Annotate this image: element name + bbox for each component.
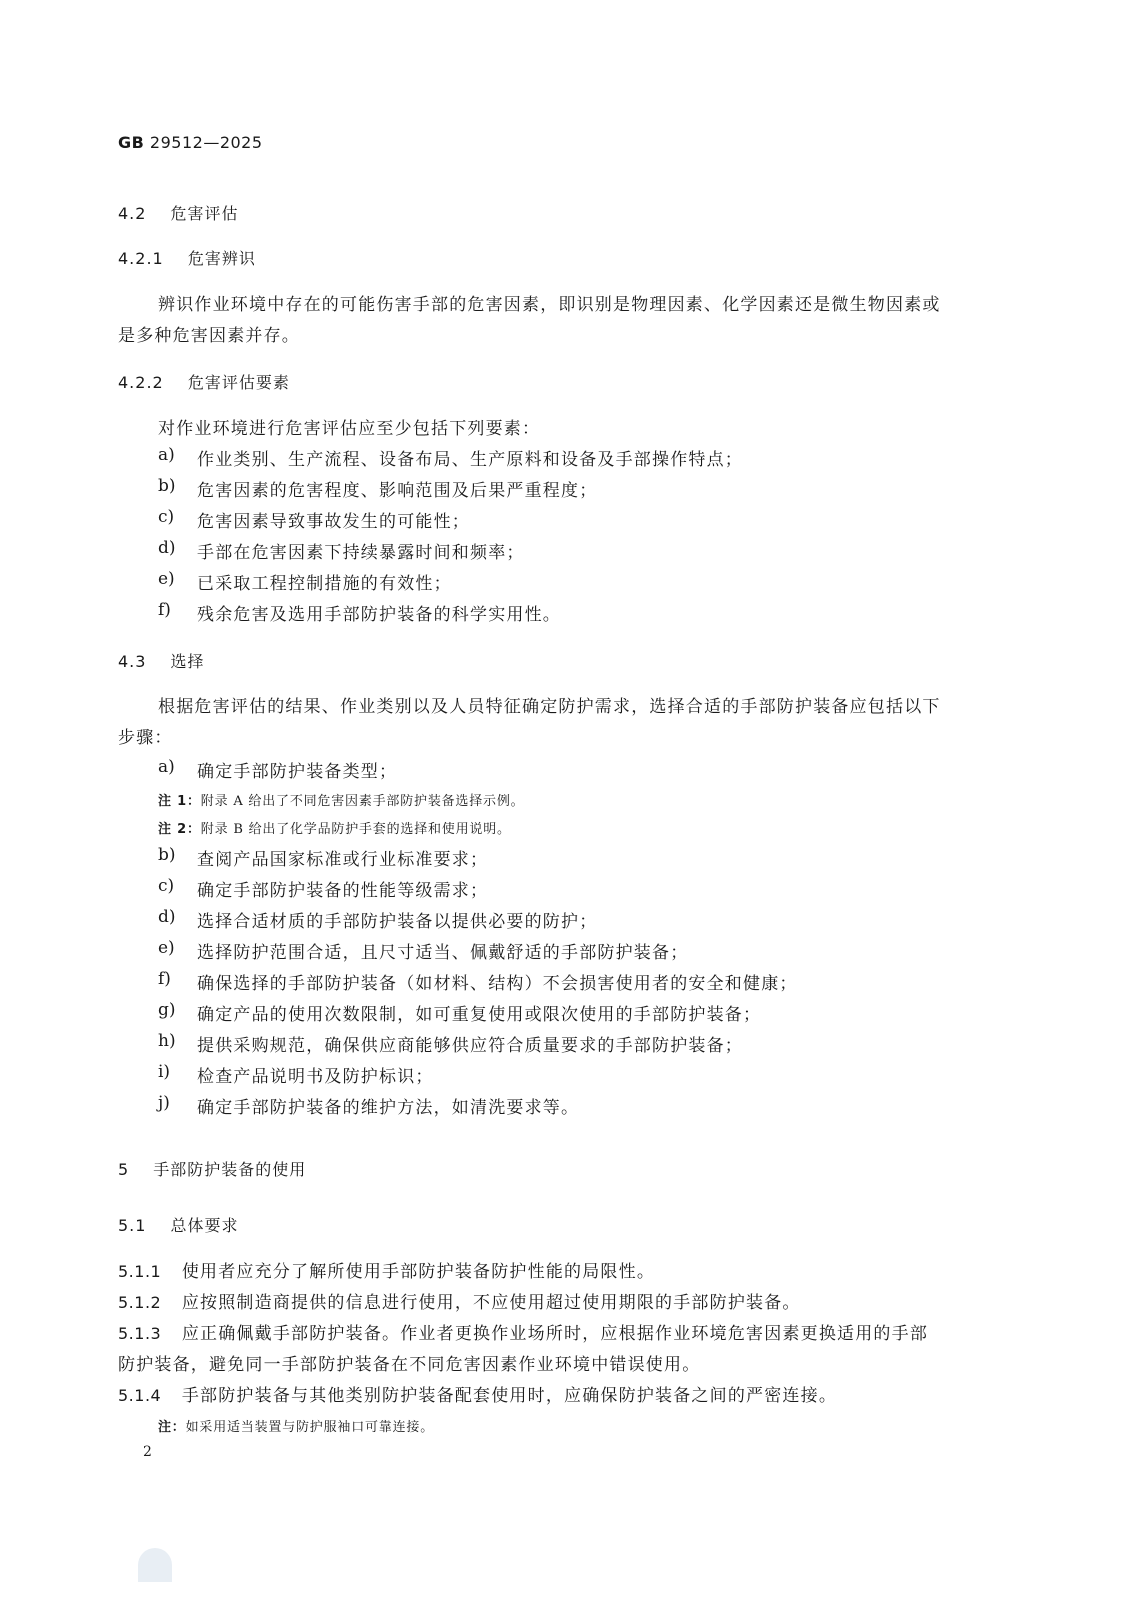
clause-number: 5.1.2 <box>118 1293 162 1312</box>
list-text: 检查产品说明书及防护标识； <box>197 1067 434 1087</box>
list-label: c) <box>158 507 175 527</box>
list-label: a) <box>158 757 175 777</box>
clause-text: 应正确佩戴手部防护装备。作业者更换作业场所时，应根据作业环境危害因素更换适用的手部 <box>181 1324 929 1344</box>
clause-number: 5.1.3 <box>118 1324 162 1343</box>
clause-5-1-3-line2: 防护装备，避免同一手部防护装备在不同危害因素作业环境中错误使用。 <box>118 1355 701 1375</box>
list-text: 危害因素导致事故发生的可能性； <box>197 512 470 532</box>
note-5-1-4 <box>158 1416 434 1435</box>
heading-number: 4.2.2 <box>118 373 164 392</box>
clause-5-1-3 <box>118 1319 928 1344</box>
clause-5-1-4 <box>118 1381 837 1406</box>
list-label: d) <box>158 907 176 927</box>
heading-4-3 <box>118 649 205 672</box>
list-label: f) <box>158 600 171 620</box>
list-label: b) <box>158 845 176 865</box>
list-label: h) <box>158 1031 176 1051</box>
list-label: f) <box>158 969 171 989</box>
heading-title: 危害辨识 <box>187 249 256 268</box>
standard-number <box>118 133 263 152</box>
clause-text: 手部防护装备与其他类别防护装备配套使用时，应确保防护装备之间的严密连接。 <box>181 1386 838 1406</box>
list-label: c) <box>158 876 175 896</box>
list-label: i) <box>158 1062 171 1082</box>
list-text: 作业类别、生产流程、设备布局、生产原料和设备及手部操作特点； <box>197 450 743 470</box>
list-text: 确定产品的使用次数限制，如可重复使用或限次使用的手部防护装备； <box>197 1005 762 1025</box>
heading-4-2-1 <box>118 246 256 269</box>
list-label: a) <box>158 445 175 465</box>
heading-number: 4.2 <box>118 204 147 223</box>
logo-watermark <box>138 1548 172 1582</box>
note-2 <box>158 818 511 837</box>
list-text: 危害因素的危害程度、影响范围及后果严重程度； <box>197 481 598 501</box>
heading-5 <box>118 1157 306 1180</box>
clause-5-1-2 <box>118 1288 801 1313</box>
heading-title: 危害评估要素 <box>187 373 290 392</box>
list-label: g) <box>158 1000 176 1020</box>
note-text: 附录 B 给出了化学品防护手套的选择和使用说明。 <box>200 822 511 837</box>
list-text: 查阅产品国家标准或行业标准要求； <box>197 850 489 870</box>
note-label: 注 1： <box>158 794 201 809</box>
heading-title: 总体要求 <box>170 1216 239 1235</box>
list-text: 手部在危害因素下持续暴露时间和频率； <box>197 543 525 563</box>
list-text: 确定手部防护装备的维护方法，如清洗要求等。 <box>197 1098 580 1118</box>
note-text: 附录 A 给出了不同危害因素手部防护装备选择示例。 <box>200 794 525 809</box>
heading-title: 危害评估 <box>170 204 239 223</box>
list-label: e) <box>158 938 175 958</box>
heading-number: 5.1 <box>118 1216 147 1235</box>
list-text: 提供采购规范，确保供应商能够供应符合质量要求的手部防护装备； <box>197 1036 743 1056</box>
heading-title: 手部防护装备的使用 <box>153 1160 307 1179</box>
note-label: 注 2： <box>158 822 201 837</box>
clause-5-1-1 <box>118 1257 655 1282</box>
list-text: 确定手部防护装备的性能等级需求； <box>197 881 489 901</box>
paragraph-4-2-1-line2: 是多种危害因素并存。 <box>118 326 300 346</box>
page-number: 2 <box>143 1444 152 1460</box>
note-1 <box>158 790 524 809</box>
heading-number: 4.2.1 <box>118 249 164 268</box>
list-text: 残余危害及选用手部防护装备的科学实用性。 <box>197 605 561 625</box>
clause-number: 5.1.1 <box>118 1262 162 1281</box>
list-label: d) <box>158 538 176 558</box>
heading-5-1 <box>118 1213 239 1236</box>
list-text: 确定手部防护装备类型； <box>197 762 398 782</box>
note-text: 如采用适当装置与防护服袖口可靠连接。 <box>185 1420 435 1435</box>
list-text: 选择防护范围合适，且尺寸适当、佩戴舒适的手部防护装备； <box>197 943 689 963</box>
note-label: 注： <box>158 1420 186 1435</box>
list-label: e) <box>158 569 175 589</box>
clause-text: 应按照制造商提供的信息进行使用，不应使用超过使用期限的手部防护装备。 <box>181 1293 801 1313</box>
paragraph-4-3-line2: 步骤： <box>118 728 173 748</box>
paragraph-4-2-2-intro: 对作业环境进行危害评估应至少包括下列要素： <box>158 419 541 439</box>
heading-4-2-2 <box>118 370 290 393</box>
list-label: b) <box>158 476 176 496</box>
clause-text: 使用者应充分了解所使用手部防护装备防护性能的局限性。 <box>181 1262 656 1282</box>
heading-title: 选择 <box>170 652 205 671</box>
standard-prefix: GB <box>118 133 145 152</box>
clause-number: 5.1.4 <box>118 1386 162 1405</box>
heading-number: 4.3 <box>118 652 147 671</box>
list-text: 选择合适材质的手部防护装备以提供必要的防护； <box>197 912 598 932</box>
heading-number: 5 <box>118 1160 130 1179</box>
paragraph-4-2-1-line1: 辨识作业环境中存在的可能伤害手部的危害因素，即识别是物理因素、化学因素还是微生物因素或 <box>158 295 941 315</box>
list-label: j) <box>158 1093 170 1113</box>
paragraph-4-3-line1: 根据危害评估的结果、作业类别以及人员特征确定防护需求，选择合适的手部防护装备应包括以下 <box>158 697 941 717</box>
standard-code: 29512—2025 <box>149 133 263 152</box>
list-text: 确保选择的手部防护装备（如材料、结构）不会损害使用者的安全和健康； <box>197 974 798 994</box>
heading-4-2 <box>118 201 239 224</box>
list-text: 已采取工程控制措施的有效性； <box>197 574 452 594</box>
